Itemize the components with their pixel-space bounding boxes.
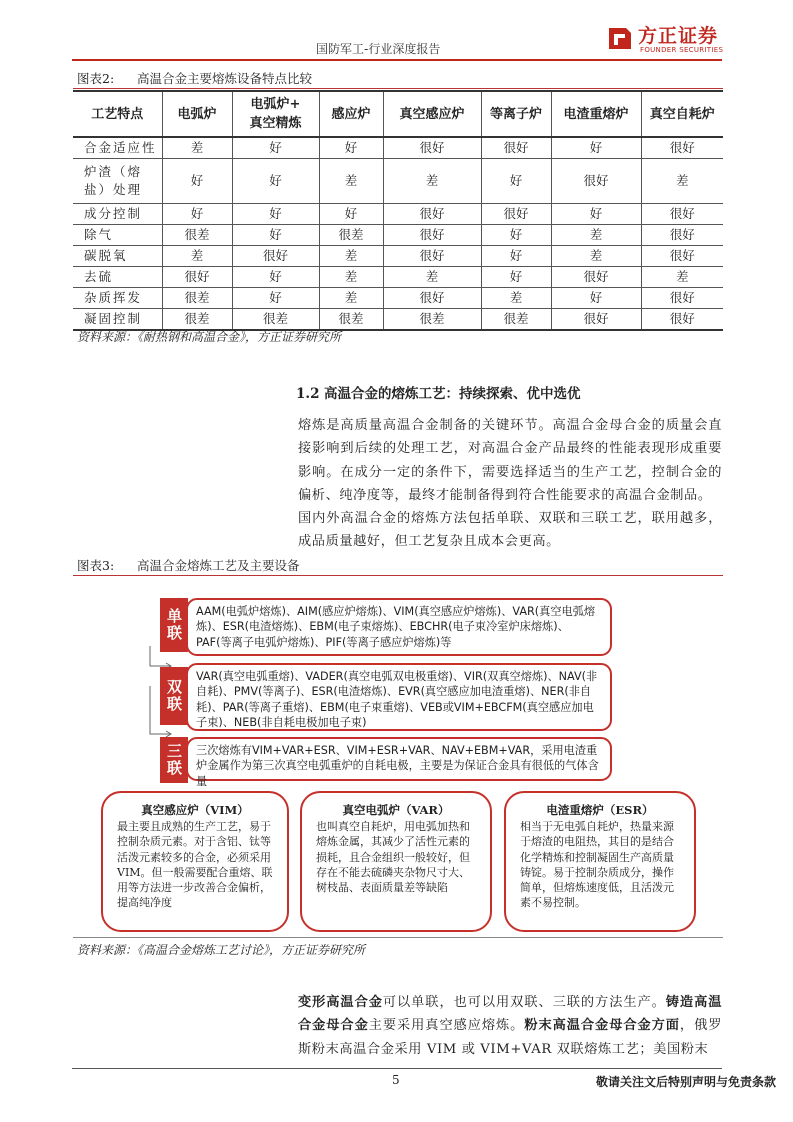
text-run: ，俄罗斯粉末高温合金采用 VIM 或 VIM+VAR 双联熔炼工艺；美国粉末 <box>298 1018 722 1057</box>
row-feature-label: 除气 <box>73 225 162 246</box>
table-cell: 很好 <box>481 204 551 225</box>
column-header: 电渣重熔炉 <box>551 91 641 137</box>
table-cell: 差 <box>641 267 723 288</box>
single-process-box: AAM(电弧炉熔炼)、AIM(感应炉熔炼)、VIM(真空感应炉熔炼)、VAR(真空电弧熔炼)、ESR(电渣熔炼)、EBM(电子束熔炼)、EBCHR(电子束冷室炉床熔炼)、PAF(等离子电弧炉熔炼)、PIF(等离子感应炉熔炼)等 <box>186 598 612 656</box>
table-cell: 差 <box>319 267 383 288</box>
bold-phrase: 铸造高温合金母合金 <box>298 995 723 1034</box>
table-cell: 很差 <box>383 309 481 331</box>
equipment-desc: 相当于无电弧自耗炉，热量来源于熔渣的电阻热，其目的是结合化学精炼和控制凝固生产高质量铸锭。易于控制杂质成分，操作简单，但熔炼速度低，且活泼元素不易控制。 <box>520 820 674 910</box>
page-number: 5 <box>392 1073 400 1087</box>
column-header: 等离子炉 <box>481 91 551 137</box>
table-row <box>73 267 723 288</box>
table-cell: 很好 <box>641 309 723 331</box>
figure3-source: 资料来源：《高温合金熔炼工艺讨论》，方正证券研究所 <box>77 943 366 957</box>
table-cell: 好 <box>232 137 319 159</box>
equipment-card-esr <box>504 791 696 932</box>
table-cell: 很差 <box>232 309 319 331</box>
table-row <box>73 288 723 309</box>
section-body <box>298 414 722 554</box>
table-cell: 差 <box>481 288 551 309</box>
table-cell: 差 <box>551 246 641 267</box>
table-cell: 很差 <box>319 309 383 331</box>
table-cell: 差 <box>162 137 232 159</box>
equipment-name: 真空感应炉（VIM） <box>141 803 249 817</box>
bold-phrase: 粉末高温合金母合金方面 <box>524 1018 680 1034</box>
tag-double-label: 双联 <box>165 679 183 713</box>
column-header: 电弧炉+ 真空精炼 <box>232 91 319 137</box>
text-run: 主要采用真空感应熔炼。 <box>368 1018 525 1034</box>
table-header-row <box>73 91 723 137</box>
table-cell: 差 <box>383 159 481 204</box>
tag-triple-label: 三联 <box>165 743 183 777</box>
logo-chinese-name: 方正证券 <box>638 25 719 47</box>
figure2-title <box>77 69 312 87</box>
figure3-bottom-rule <box>73 937 723 938</box>
report-header-title: 国防军工-行业深度报告 <box>316 42 441 56</box>
table-cell: 很好 <box>641 288 723 309</box>
column-header: 真空感应炉 <box>383 91 481 137</box>
table-cell: 很好 <box>383 246 481 267</box>
table-cell: 差 <box>383 267 481 288</box>
table-cell: 差 <box>551 225 641 246</box>
table-cell: 很差 <box>481 309 551 331</box>
figure2-caption: 高温合金主要熔炼设备特点比较 <box>137 71 313 86</box>
table-cell: 差 <box>319 288 383 309</box>
bold-phrase: 变形高温合金 <box>298 995 383 1010</box>
table-row <box>73 225 723 246</box>
table-cell: 很差 <box>319 225 383 246</box>
row-feature-label: 去硫 <box>73 267 162 288</box>
table-cell: 差 <box>641 159 723 204</box>
table-cell: 很好 <box>551 267 641 288</box>
table-cell: 差 <box>162 246 232 267</box>
equipment-name: 真空电弧炉（VAR） <box>342 803 450 817</box>
table-row <box>73 246 723 267</box>
row-feature-label: 凝固控制 <box>73 309 162 331</box>
table-cell: 好 <box>232 288 319 309</box>
table-cell: 很好 <box>551 159 641 204</box>
row-feature-label: 碳脱氧 <box>73 246 162 267</box>
table-cell: 好 <box>319 137 383 159</box>
column-header: 真空自耗炉 <box>641 91 723 137</box>
figure2-label: 图表2: <box>77 71 115 86</box>
footer-rule <box>72 1068 722 1069</box>
table-body <box>73 137 723 330</box>
table-cell: 好 <box>232 159 319 204</box>
table-row <box>73 137 723 159</box>
tag-triple <box>160 737 188 783</box>
column-header: 电弧炉 <box>162 91 232 137</box>
logo-english-name: FOUNDER SECURITIES <box>640 46 724 54</box>
table-cell: 很好 <box>551 309 641 331</box>
table-cell: 好 <box>232 225 319 246</box>
equipment-comparison-table <box>73 90 723 331</box>
figure3-title-rule <box>73 575 723 576</box>
company-logo <box>606 22 726 56</box>
figure3-caption: 高温合金熔炼工艺及主要设备 <box>137 558 300 573</box>
table-cell: 很好 <box>232 246 319 267</box>
section-title: 高温合金的熔炼工艺：持续探索、优中选优 <box>324 386 581 402</box>
tag-double <box>160 667 188 725</box>
header-rule <box>72 59 722 61</box>
row-feature-label: 合金适应性 <box>73 137 162 159</box>
footer-disclaimer: 敬请关注文后特别声明与免责条款 <box>596 1075 777 1089</box>
row-feature-label: 炉渣（熔盐）处理 <box>73 159 162 204</box>
figure2-source: 资料来源：《耐热钢和高温合金》，方正证券研究所 <box>77 330 342 344</box>
table-cell: 好 <box>162 159 232 204</box>
equipment-card-vim <box>101 791 289 932</box>
table-cell: 好 <box>481 159 551 204</box>
table-row <box>73 204 723 225</box>
table-cell: 很好 <box>641 204 723 225</box>
row-feature-label: 杂质挥发 <box>73 288 162 309</box>
equipment-desc: 最主要且成熟的生产工艺，易于控制杂质元素。对于含铝、钛等活泼元素较多的合金，必须采用VIM。但一般需要配合重熔、联用等方法进一步改善合金偏析，提高纯净度 <box>117 820 273 910</box>
table-cell: 很差 <box>162 288 232 309</box>
equipment-name: 电渣重熔炉（ESR） <box>546 803 654 817</box>
figure3-label: 图表3: <box>77 558 115 573</box>
table-cell: 差 <box>319 159 383 204</box>
table-cell: 好 <box>551 137 641 159</box>
table-cell: 好 <box>319 204 383 225</box>
table-cell: 很差 <box>162 225 232 246</box>
table-cell: 很好 <box>481 137 551 159</box>
table-cell: 好 <box>551 204 641 225</box>
tag-single-label: 单联 <box>165 608 183 642</box>
double-process-box: VAR(真空电弧重熔)、VADER(真空电弧双电极重熔)、VIR(双真空熔炼)、NAV(非自耗)、PMV(等离子)、ESR(电渣熔炼)、EVR(真空感应加电渣重熔)、NER(非自耗)、PAR(等离子重熔)、EBM(电子束重熔)、VEB或VIM+EBCFM(真空感应加电子束)、NEB(非自耗电极加电子束) <box>186 663 612 731</box>
closing-paragraph <box>298 991 722 1061</box>
table-cell: 好 <box>162 204 232 225</box>
table-cell: 很好 <box>641 246 723 267</box>
table-cell: 很差 <box>162 309 232 331</box>
table-cell: 很好 <box>383 225 481 246</box>
paragraph: 熔炼是高质量高温合金制备的关键环节。高温合金母合金的质量会直接影响到后续的处理工艺，对高温合金产品最终的性能表现形成重要影响。在成分一定的条件下，需要选择适当的生产工艺，控制合金的偏析、纯净度等，最终才能制备得到符合性能要求的高温合金制品。 <box>298 418 722 503</box>
table-cell: 差 <box>319 246 383 267</box>
section-number: 1.2 <box>296 386 320 402</box>
table-cell: 很好 <box>641 225 723 246</box>
text-run: 可以单联，也可以用双联、三联的方法生产。 <box>382 995 666 1010</box>
paragraph: 国内外高温合金的熔炼方法包括单联、双联和三联工艺，联用越多，成品质量越好，但工艺复杂且成本会更高。 <box>298 511 722 550</box>
table-row <box>73 159 723 204</box>
column-header-feature: 工艺特点 <box>73 91 162 137</box>
table-cell: 好 <box>481 267 551 288</box>
table-cell: 好 <box>481 225 551 246</box>
table-cell: 很好 <box>162 267 232 288</box>
table-cell: 很好 <box>383 204 481 225</box>
figure3-title <box>77 556 300 574</box>
figure2-title-rule <box>73 88 723 89</box>
row-feature-label: 成分控制 <box>73 204 162 225</box>
tag-single <box>160 598 188 652</box>
section-heading <box>296 382 581 402</box>
column-header: 感应炉 <box>319 91 383 137</box>
table-cell: 好 <box>481 246 551 267</box>
founder-logo-icon <box>606 24 634 52</box>
triple-process-box: 三次熔炼有VIM+VAR+ESR、VIM+ESR+VAR、NAV+EBM+VAR，采用电渣重炉金属作为第三次真空电弧重炉的自耗电极，主要是为保证合金具有很低的气体含量 <box>186 737 612 781</box>
table-cell: 好 <box>232 267 319 288</box>
equipment-desc: 也叫真空自耗炉，用电弧加热和熔炼金属，其减少了活性元素的损耗，且合金组织一般较好，但存在不能去硫磷夹杂物尺寸大、树枝晶、表面质量差等缺陷 <box>316 820 470 895</box>
table-row <box>73 309 723 331</box>
table-cell: 好 <box>232 204 319 225</box>
table-cell: 很好 <box>641 137 723 159</box>
table-cell: 好 <box>551 288 641 309</box>
table-cell: 很好 <box>383 288 481 309</box>
equipment-card-var <box>300 791 492 932</box>
table-cell: 很好 <box>383 137 481 159</box>
